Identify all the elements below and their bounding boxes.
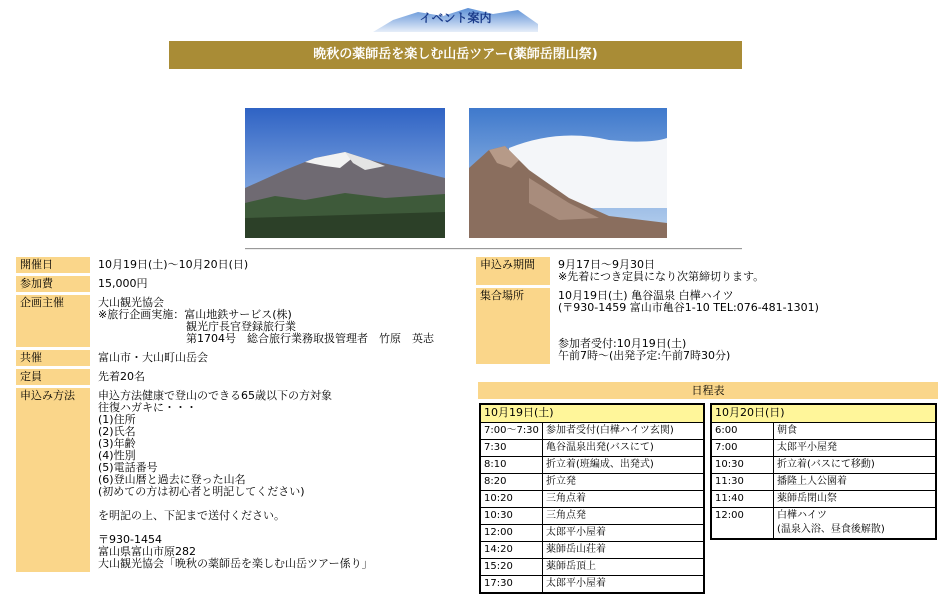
info-value: 15,000円 <box>98 277 148 290</box>
schedule-event: 太郎平小屋着 <box>543 576 705 594</box>
info-label: 申込み方法 <box>16 388 90 572</box>
info-value: 10月19日(土) 亀谷温泉 白樺ハイツ (〒930-1459 富山市亀谷1-10 TEL:076-481-1301) 参加者受付:10月19日(土) 午前7時～(出発予定:午前7時30分) <box>558 289 819 362</box>
schedule-time: 17:30 <box>480 576 543 594</box>
schedule-time: 7:00 <box>711 440 774 457</box>
info-value: 大山観光協会 ※旅行企画実施：富山地鉄サービス(株) 観光庁長官登録旅行業 第1704号 総合旅行業務取扱管理者 竹原 英志 <box>98 296 434 345</box>
schedule-time: 8:10 <box>480 457 543 474</box>
schedule-time: 10:30 <box>480 508 543 525</box>
schedule-time: 7:00～7:30 <box>480 423 543 440</box>
schedule-event: 播隆上人公園着 <box>774 474 937 491</box>
info-row <box>476 288 823 364</box>
info-row <box>16 388 438 572</box>
table-row <box>480 474 704 491</box>
table-row <box>480 491 704 508</box>
schedule-time: 6:00 <box>711 423 774 440</box>
schedule-event: 薬師岳閉山祭 <box>774 491 937 508</box>
schedule-title: 日程表 <box>478 382 938 399</box>
schedule-time: 11:40 <box>711 491 774 508</box>
info-label: 定員 <box>16 369 90 385</box>
schedule-event: 白樺ハイツ (温泉入浴、昼食後解散) <box>774 508 937 540</box>
table-row <box>711 474 936 491</box>
table-row <box>480 423 704 440</box>
mountain-photo-2 <box>469 108 669 238</box>
info-label: 参加費 <box>16 276 90 292</box>
info-label: 企画主催 <box>16 295 90 347</box>
table-row <box>480 542 704 559</box>
table-row <box>480 508 704 525</box>
info-label: 共催 <box>16 350 90 366</box>
table-row <box>711 440 936 457</box>
info-row <box>16 350 438 366</box>
banner-title: イベント案内 <box>419 11 492 25</box>
table-row <box>480 576 704 594</box>
schedule-time: 10:30 <box>711 457 774 474</box>
schedule-time: 15:20 <box>480 559 543 576</box>
info-row <box>16 369 438 385</box>
schedule-time: 10:20 <box>480 491 543 508</box>
schedule-event: 太郎平小屋発 <box>774 440 937 457</box>
schedule-time: 7:30 <box>480 440 543 457</box>
schedule-event: 太郎平小屋着 <box>543 525 705 542</box>
schedule-event: 薬師岳頂上 <box>543 559 705 576</box>
schedule-time: 14:20 <box>480 542 543 559</box>
event-info-table <box>16 254 438 575</box>
schedule-event: 折立着(バスにて移動) <box>774 457 937 474</box>
info-value: 申込方法健康で登山のできる65歳以下の方対象 往復ハガキに・・・ (1)住所 (2)氏名 (3)年齢 (4)性別 (5)電話番号 (6)登山暦と過去に登った山名 (初めての方は初心者と明記してください) を明記の上、下記まで送付ください。 〒930-1454 富山県富山市原282 大山観光協会「晩秋の薬師岳を楽しむ山岳ツアー係り」 <box>98 389 373 570</box>
table-row <box>711 508 936 540</box>
info-row <box>16 257 438 273</box>
table-row <box>480 525 704 542</box>
table-row <box>711 491 936 508</box>
schedule-event: 三角点着 <box>543 491 705 508</box>
day-header <box>711 404 936 423</box>
schedule-time: 11:30 <box>711 474 774 491</box>
info-row <box>476 257 823 285</box>
schedule-event: 折立発 <box>543 474 705 491</box>
day-header <box>480 404 704 423</box>
info-row <box>16 276 438 292</box>
schedule-time: 8:20 <box>480 474 543 491</box>
info-row <box>16 295 438 347</box>
schedule-day1-table <box>479 403 705 594</box>
info-label: 申込み期間 <box>476 257 550 285</box>
application-info-table <box>476 254 823 367</box>
info-label: 集合場所 <box>476 288 550 364</box>
schedule-event: 参加者受付(白樺ハイツ玄関) <box>543 423 705 440</box>
table-row <box>711 457 936 474</box>
day-label: 10月20日(日) <box>711 404 936 423</box>
day-label: 10月19日(土) <box>480 404 704 423</box>
separator <box>245 248 742 250</box>
table-row <box>711 423 936 440</box>
schedule-time: 12:00 <box>711 508 774 540</box>
schedule-event: 亀谷温泉出発(バスにて) <box>543 440 705 457</box>
page-title: 晩秋の薬師岳を楽しむ山岳ツアー(薬師岳閉山祭) <box>169 41 742 69</box>
info-value: 富山市・大山町山岳会 <box>98 351 208 364</box>
info-value: 10月19日(土)～10月20日(日) <box>98 258 249 271</box>
schedule-day2-table <box>710 403 937 540</box>
schedule-event: 朝食 <box>774 423 937 440</box>
table-row <box>480 457 704 474</box>
table-row <box>480 559 704 576</box>
header-banner <box>373 4 538 32</box>
schedule-event: 折立着(班編成、出発式) <box>543 457 705 474</box>
schedule-event: 三角点発 <box>543 508 705 525</box>
info-value: 先着20名 <box>98 370 145 383</box>
info-label: 開催日 <box>16 257 90 273</box>
table-row <box>480 440 704 457</box>
info-value: 9月17日～9月30日 ※先着につき定員になり次第締切ります。 <box>558 258 765 283</box>
schedule-event: 薬師岳山荘着 <box>543 542 705 559</box>
schedule-time: 12:00 <box>480 525 543 542</box>
mountain-photo-1 <box>245 108 445 238</box>
